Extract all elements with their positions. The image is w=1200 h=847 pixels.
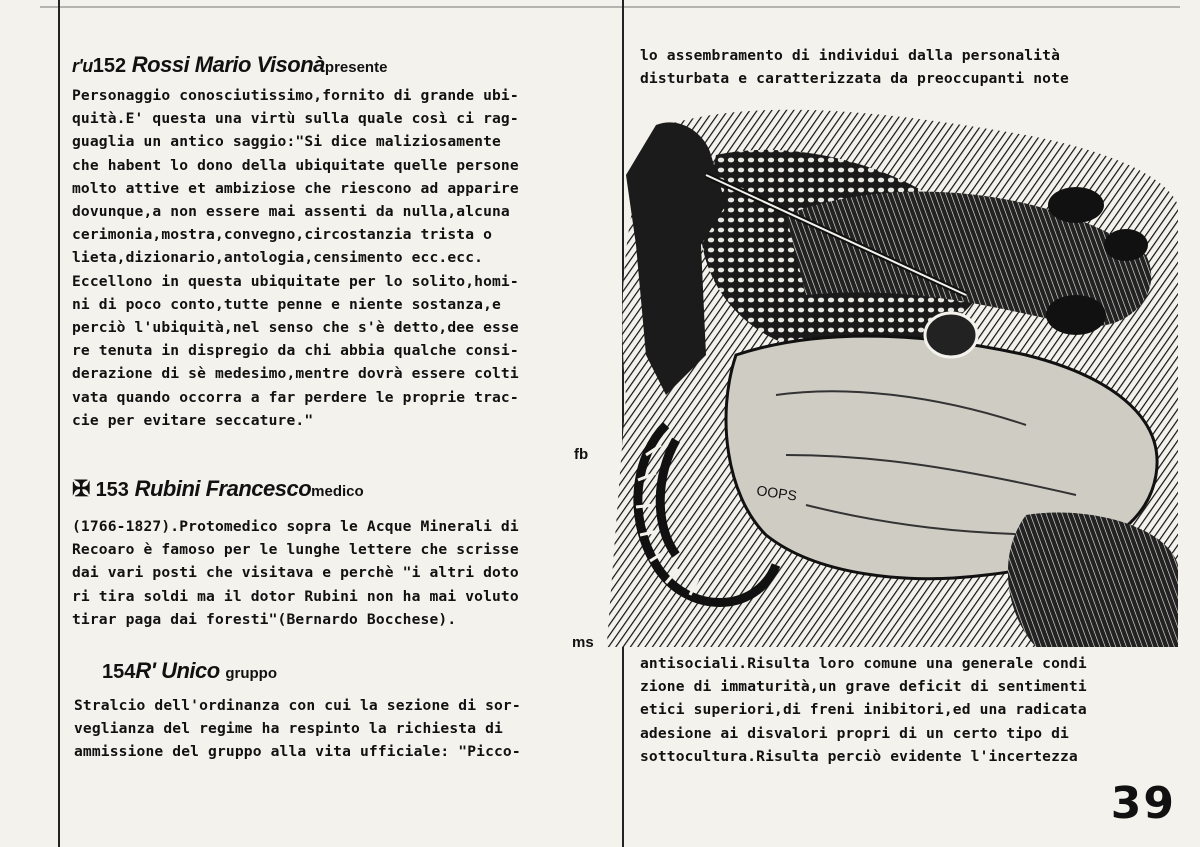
- entry-153-number: 153: [95, 479, 129, 501]
- entry-152-line: cerimonia,mostra,convegno,circostanzia trista o: [72, 226, 493, 244]
- page-top-edge: [40, 6, 1180, 8]
- entry-153: [72, 476, 612, 631]
- entry-152-name: Rossi Mario Visonà: [131, 52, 325, 77]
- entry-152-line: che habent lo dono della ubiquitate quelle persone: [72, 156, 519, 174]
- right-bottom-line: zione di immaturità,un grave deficit di sentimenti: [640, 678, 1087, 696]
- entry-152-line: cie per evitare seccature.": [72, 411, 314, 429]
- entry-153-role: medico: [311, 483, 364, 500]
- entry-153-line: dai vari posti che visitava e perchè "i altri doto: [72, 564, 519, 582]
- entry-154-number: 154: [102, 661, 136, 683]
- entry-154-role: gruppo: [225, 665, 277, 682]
- entry-152-line: quità.E' questa una virtù sulla quale così ci rag-: [72, 110, 519, 128]
- entry-153-line: Recoaro è famoso per le lunghe lettere che scrisse: [72, 541, 519, 559]
- entry-152-line: derazione di sè medesimo,mentre dovrà essere colti: [72, 365, 519, 383]
- entry-153-initials: ms: [572, 634, 594, 651]
- illustration-caption: OOPS: [755, 482, 798, 504]
- entry-153-line: (1766-1827).Protomedico sopra le Acque Minerali di: [72, 518, 519, 535]
- entry-154-line: veglianza del regime ha respinto la richiesta di: [74, 720, 503, 738]
- entry-152-line: perciò l'ubiquità,nel senso che s'è detto,dee esse: [72, 319, 519, 337]
- entry-153-heading: [72, 476, 612, 502]
- right-bottom-line: etici superiori,di freni inibitori,ed una radicata: [640, 701, 1087, 719]
- left-column: [72, 52, 612, 432]
- right-bottom-line: adesione ai disvalori propri di un certo tipo di: [640, 724, 1069, 742]
- cross-icon: ✠: [72, 476, 90, 501]
- entry-152-line: Eccellono in questa ubiquitate per lo solito,homi-: [72, 272, 519, 290]
- entry-154-line: Stralcio dell'ordinanza con cui la sezione di sor-: [74, 697, 521, 714]
- entry-154-text: [74, 694, 521, 764]
- right-bottom-line: antisociali.Risulta loro comune una generale condi: [640, 655, 1087, 672]
- page-number: 39: [1110, 778, 1176, 829]
- right-top-line: lo assembramento di individui dalla personalità: [640, 47, 1061, 64]
- entry-152-initials: fb: [574, 446, 589, 463]
- entry-153-text: [72, 515, 612, 631]
- entry-152-line: Personaggio conosciutissimo,fornito di grande ubi-: [72, 87, 519, 104]
- entry-152-line: vata quando occorra a far perdere le proprie trac-: [72, 388, 519, 406]
- right-top-line: disturbata e caratterizzata da preoccupanti note: [640, 70, 1069, 88]
- woodcut-illustration: [606, 95, 1178, 647]
- entry-152-line: ni di poco conto,tutte penne e niente sostanza,e: [72, 295, 501, 313]
- entry-153-name: Rubini Francesco: [134, 476, 312, 501]
- entry-152-number: 152: [92, 55, 127, 77]
- entry-154: [102, 658, 642, 684]
- entry-154-heading: [102, 658, 642, 684]
- entry-153-line: tirar paga dai foresti"(Bernardo Bocchese).: [72, 610, 457, 628]
- left-column-rule: [58, 0, 60, 847]
- entry-152-line: molto attive et ambiziose che riescono ad apparire: [72, 179, 519, 197]
- entry-154-line: ammissione del gruppo alla vita ufficiale: "Picco-: [74, 743, 521, 761]
- entry-152-prefix: r'u: [72, 56, 93, 76]
- entry-152-line: re tenuta in dispregio da chi abbia qualche consi-: [72, 342, 519, 360]
- entry-152-heading: [72, 52, 612, 78]
- entry-152-line: dovunque,a non essere mai assenti da nulla,alcuna: [72, 203, 510, 221]
- entry-152-line: guaglia un antico saggio:"Si dice maliziosamente: [72, 133, 501, 151]
- right-bottom-line: sottocultura.Risulta perciò evidente l'incertezza: [640, 747, 1078, 765]
- right-bottom-text: [640, 652, 1087, 768]
- right-top-text: [640, 44, 1170, 90]
- entry-154-name: R' Unico: [135, 658, 220, 683]
- entry-153-line: ri tira soldi ma il dotor Rubini non ha mai voluto: [72, 587, 519, 605]
- entry-152-role: presente: [324, 59, 388, 76]
- entry-152-text: [72, 84, 612, 432]
- entry-152-line: lieta,dizionario,antologia,censimento ecc.ecc.: [72, 249, 484, 267]
